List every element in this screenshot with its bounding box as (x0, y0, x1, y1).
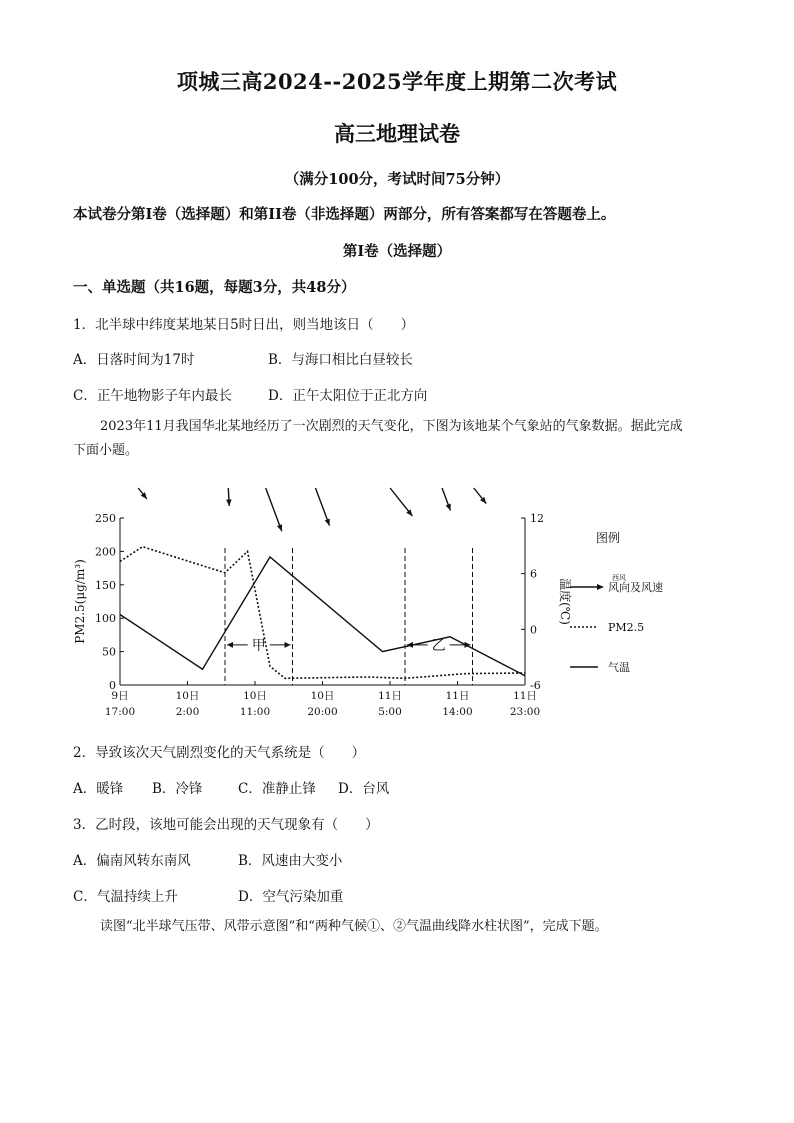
passage-1-line-2: 下面小题。 (73, 443, 139, 458)
left-tick-label: 100 (95, 612, 116, 626)
question-3-stem: 3．乙时段，该地可能会出现的天气现象有（ ） (73, 817, 379, 833)
period-label: 乙 (431, 637, 446, 654)
right-tick-label: -6 (530, 679, 541, 692)
passage-2: 读图“北半球气压带、风带示意图”和“两种气候①、②气温曲线降水柱状图”，完成下题。 (100, 919, 608, 934)
wind-arrows (138, 488, 486, 531)
temperature-line (120, 557, 525, 676)
wind-arrowhead (277, 524, 282, 531)
x-tick-day: 10日 (175, 690, 200, 702)
question-2-option-d[interactable]: D．台风 (338, 781, 390, 797)
question-3-option-b[interactable]: B．风速由大变小 (238, 853, 343, 869)
question-2-option-a[interactable]: A．暖锋 (73, 781, 124, 797)
section-title: 一、单选题（共16题，每题3分，共48分） (73, 279, 356, 296)
passage-1-line-1: 2023年11月我国华北某地经历了一次剧烈的天气变化，下图为该地某个气象站的气象数据。据此完成 (100, 419, 683, 434)
legend-wind-arrowhead (597, 584, 604, 590)
x-tick-day: 9日 (111, 690, 129, 702)
legend-title: 图例 (595, 531, 621, 545)
right-tick-label: 12 (530, 512, 544, 525)
x-tick-time: 5:00 (378, 706, 402, 718)
x-tick-time: 11:00 (239, 706, 271, 718)
chart-legend (570, 530, 663, 674)
wind-arrowhead (226, 499, 231, 506)
question-1-option-b[interactable]: B．与海口相比白昼较长 (268, 352, 413, 368)
x-tick-day: 10日 (243, 690, 267, 702)
x-tick-day: 11日 (445, 690, 470, 702)
chart-series (120, 547, 525, 679)
x-tick-day: 11日 (513, 690, 537, 702)
question-2-option-b[interactable]: B．冷锋 (152, 781, 203, 797)
question-3-option-d[interactable]: D．空气污染加重 (238, 889, 344, 905)
question-3-option-c[interactable]: C．气温持续上升 (73, 889, 178, 905)
left-tick-label: 200 (95, 545, 116, 559)
x-tick-time: 2:00 (175, 706, 200, 718)
period-arrowhead (285, 642, 291, 648)
period-label: 甲 (251, 637, 266, 654)
wind-arrowhead (446, 504, 451, 511)
exam-instruction: 本试卷分第Ⅰ卷（选择题）和第II卷（非选择题）两部分，所有答案都写在答题卷上。 (73, 206, 616, 223)
pm25-line (120, 547, 525, 679)
question-2-option-c[interactable]: C．准静止锋 (238, 781, 316, 797)
question-1-stem: 1．北半球中纬度某地某日5时日出，则当地该日（ ） (73, 317, 415, 333)
x-tick-time: 20:00 (307, 706, 338, 718)
x-tick-time: 14:00 (442, 706, 473, 718)
x-tick-day: 10日 (310, 690, 335, 702)
left-tick-label: 0 (109, 679, 116, 692)
x-tick-day: 11日 (378, 690, 402, 702)
score-info: （满分100分，考试时间75分钟） (284, 171, 510, 188)
legend-wind-label: 风向及风速 (608, 581, 663, 594)
chart-axes (73, 512, 573, 718)
legend-wind-small-label: 西风 (612, 574, 626, 582)
left-axis-title: PM2.5(μg/m³) (73, 559, 87, 644)
legend-pm-label: PM2.5 (608, 621, 645, 634)
right-axis-title: 温度(℃) (558, 578, 572, 625)
question-1-option-d[interactable]: D．正午太阳位于正北方向 (268, 388, 428, 404)
wind-arrowhead (325, 519, 330, 526)
question-2-stem: 2．导致该次天气剧烈变化的天气系统是（ ） (73, 745, 366, 761)
left-tick-label: 50 (102, 645, 116, 659)
right-tick-label: 0 (530, 623, 537, 637)
wind-arrow (266, 488, 282, 531)
question-1-option-a[interactable]: A．日落时间为17时 (73, 352, 195, 368)
period-arrowhead (227, 642, 233, 648)
legend-temp-label: 气温 (608, 661, 630, 674)
chart-periods (225, 548, 473, 685)
x-tick-time: 23:00 (509, 706, 541, 718)
right-tick-label: 6 (530, 567, 537, 581)
left-tick-label: 250 (95, 512, 116, 525)
left-tick-label: 150 (95, 578, 116, 592)
weather-chart (60, 470, 700, 730)
part-title: 第Ⅰ卷（选择题） (342, 243, 452, 260)
x-tick-time: 17:00 (104, 706, 136, 718)
exam-title: 项城三高2024--2025学年度上期第二次考试 (176, 69, 618, 94)
question-3-option-a[interactable]: A．偏南风转东南风 (73, 853, 191, 869)
exam-subtitle: 高三地理试卷 (334, 121, 460, 146)
question-1-option-c[interactable]: C．正午地物影子年内最长 (73, 388, 232, 404)
